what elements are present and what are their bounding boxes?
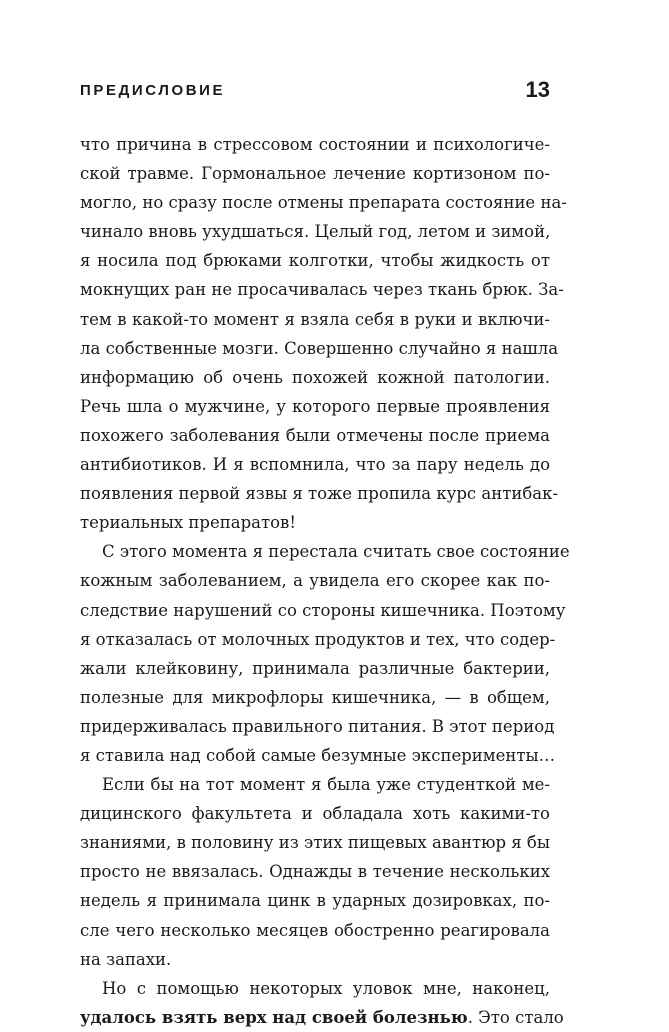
bold-emphasis-text: удалось взять верх над своей болезнью <box>80 1007 468 1027</box>
running-header <box>80 79 550 103</box>
text-line: просто не ввязалась. Однажды в течение нескольких <box>80 862 550 882</box>
text-line: я отказалась от молочных продуктов и тех, что содер- <box>80 629 556 649</box>
text-line: я ставила над собой самые безумные эксперименты… <box>80 745 556 765</box>
text-line: я носила под брюками колготки, чтобы жидкость от <box>80 251 550 271</box>
text-line: антибиотиков. И я вспомнила, что за пару недель до <box>80 455 550 475</box>
text-line: полезные для микрофлоры кишечника, — в общем, <box>80 687 550 707</box>
text-fragment: . Это стало <box>467 1007 564 1027</box>
text-line: С этого момента я перестала считать свое состояние <box>102 542 570 562</box>
text-line: ла собственные мозги. Совершенно случайно я нашла <box>80 338 559 358</box>
text-line: кожным заболеванием, а увидела его скорее как по- <box>80 571 550 591</box>
text-line: информацию об очень похожей кожной патологии. <box>80 367 550 387</box>
section-title: ПРЕДИСЛОВИЕ <box>80 82 226 99</box>
text-line: знаниями, в половину из этих пищевых авантюр я бы <box>80 833 550 853</box>
text-line: териальных препаратов! <box>80 513 296 533</box>
paragraph <box>80 130 567 537</box>
text-line: недель я принимала цинк в ударных дозировках, по- <box>80 891 550 911</box>
text-line: могло, но сразу после отмены препарата состояние на- <box>80 193 567 213</box>
text-line: чинало вновь ухудшаться. Целый год, летом и зимой, <box>80 222 551 242</box>
paragraph <box>80 537 570 770</box>
text-line: на запахи. <box>80 949 172 969</box>
text-line: дицинского факультета и обладала хоть какими-то <box>80 804 550 824</box>
text-line: сле чего несколько месяцев обостренно реагировала <box>80 920 550 940</box>
page-number: 13 <box>525 77 550 102</box>
text-line: Если бы на тот момент я была уже студенткой ме- <box>102 775 550 795</box>
body-text <box>80 130 570 1032</box>
text-line: Но с помощью некоторых уловок мне, наконец, <box>102 978 550 998</box>
text-line: Речь шла о мужчине, у которого первые проявления <box>80 396 550 416</box>
paragraph <box>80 770 550 974</box>
text-line: мокнущих ран не просачивалась через ткань брюк. За- <box>80 280 564 300</box>
text-line: ской травме. Гормональное лечение кортизоном по- <box>80 164 550 184</box>
text-line: похожего заболевания были отмечены после приема <box>80 425 550 445</box>
text-line: придерживалась правильного питания. В этот период <box>80 716 555 736</box>
paragraph <box>80 974 564 1032</box>
text-line: жали клейковину, принимала различные бактерии, <box>80 658 550 678</box>
text-line-mixed <box>80 1003 564 1032</box>
text-line: появления первой язвы я тоже пропила курс антибак- <box>80 484 559 504</box>
text-line: следствие нарушений со стороны кишечника. Поэтому <box>80 600 566 620</box>
text-line: тем в какой-то момент я взяла себя в руки и включи- <box>80 309 550 329</box>
text-line: что причина в стрессовом состоянии и психологиче- <box>80 135 550 154</box>
